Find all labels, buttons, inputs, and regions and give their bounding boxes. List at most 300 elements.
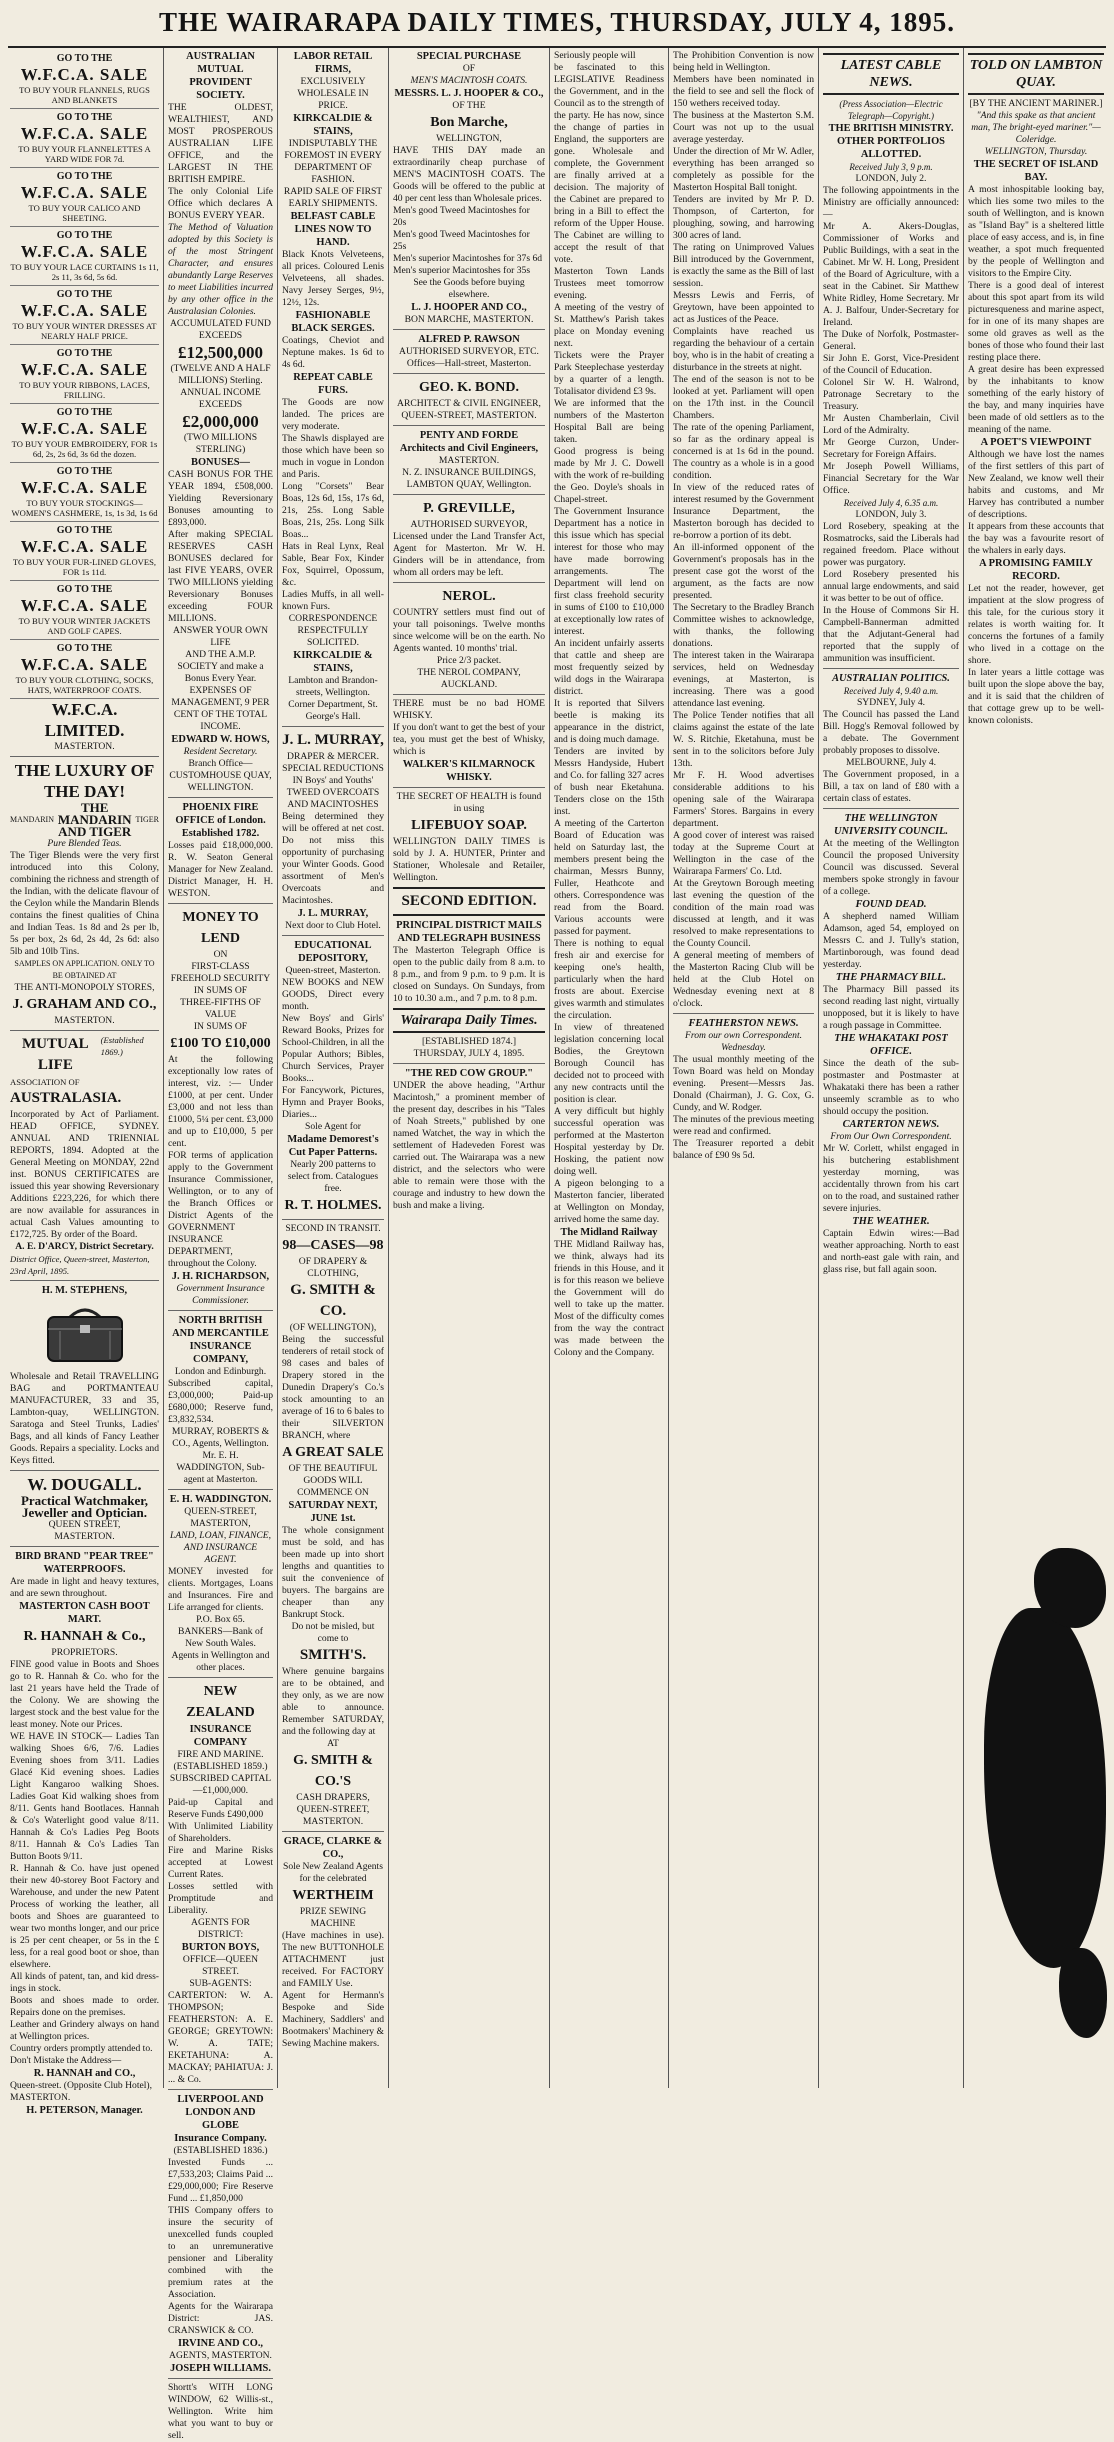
waterproofs-head: BIRD BRAND "PEAR TREE" WATERPROOFS. — [15, 1551, 154, 1575]
smiths: SMITH'S. — [299, 1647, 367, 1663]
london-text: The following appointments in the Ministry are officially announced:— — [823, 185, 959, 220]
murray-roberts: MURRAY, ROBERTS & CO., Agents, Wellington. — [171, 1426, 270, 1449]
business-item: The business at the Masterton S.M. Court was not up to the usual average yesterday. — [673, 110, 814, 145]
tea-store: THE ANTI-MONOPOLY STORES, — [14, 982, 155, 993]
divider — [673, 1013, 814, 1014]
hannah-footer: R. Hannah & Co. have just opened their new 40-storey Boot Factory and Warehouse, and under the new Patent Process of working the leather, all boots and Shoes are guaranteed to wear two months longer, and our price is 25 per cent cheaper, or 5s in the £ less, for a real good boot or shoe, than elsewhere. — [10, 1863, 159, 1970]
saturday: SATURDAY NEXT, JUNE 1st. — [288, 1500, 378, 1524]
geo-name: GEO. K. BOND. — [419, 380, 519, 395]
jlm2-addr: Next door to Club Hotel. — [285, 920, 381, 931]
leader-text: UNDER the above heading, "Arthur Macintosh," a prominent member of the present day, describes in his "Tales of Noah Streets," published by one named Watchet, the way in which the settlement of Hadeveden Forest was carried out. The Wairarapa was a new district, and the selectors who were able to remain were those with the courage and industry to hew down the bush and make a living. — [393, 1080, 545, 1211]
sale-goto: GO TO THE — [56, 584, 113, 595]
sale-ad — [10, 640, 159, 699]
divider — [823, 668, 959, 669]
expenses: EXPENSES OF MANAGEMENT, 9 PER CENT OF THE TOTAL INCOME. — [171, 685, 270, 732]
gsmith2-place: QUEEN-STREET, MASTERTON. — [296, 1804, 370, 1827]
second-transit: SECOND IN TRANSIT. — [285, 1223, 381, 1234]
wdt-title: Wairarapa Daily Times. — [393, 1008, 545, 1033]
featherston-text2: The minutes of the previous meeting were read and confirmed. — [673, 1114, 814, 1137]
graham-town: MASTERTON. — [54, 1015, 115, 1026]
sale-title: W.F.C.A. SALE — [20, 65, 149, 84]
carterton-text: Mr W. Corlett, whilst engaged in his butchering establishment yesterday morning, was accidentally thrown from his cart on to the road, and sustained rather severe injuries. — [823, 1143, 959, 1214]
at: AT — [327, 1738, 339, 1749]
hannah-text: FINE good value in Boots and Shoes go to R. Hannah & Co. who for the last 21 years have held the Trade of the Colony. We are showing the largest stock and the best value for the least money. Note our Prices. — [10, 1659, 159, 1730]
accum-label: ACCUMULATED FUND EXCEEDS — [169, 318, 271, 341]
edu-title: EDUCATIONAL DEPOSITORY, — [294, 940, 372, 964]
geo-office: QUEEN-STREET, MASTERTON. — [401, 410, 537, 421]
sale-title: W.F.C.A. SALE — [20, 124, 149, 143]
lgl-est: (ESTABLISHED 1836.) — [173, 2145, 268, 2156]
sale-title: W.F.C.A. SALE — [20, 183, 149, 202]
edward-title: Resident Secretary. — [183, 746, 258, 757]
opposing-item: An ill-informed opponent of the Government's proposals has in the present case got the worst of the argument, as the facts are now presented. — [673, 542, 814, 601]
sale-sub: TO BUY YOUR CLOTHING, SOCKS, HATS, WATERPROOF COATS. — [15, 675, 154, 695]
richardson-title: Government Insurance Commissioner. — [176, 1283, 265, 1306]
money-range: THREE-FIFTHS OF VALUE — [180, 997, 261, 1020]
phoenix-text: Losses paid £18,000,000. R. W. Seaton General Manager for New Zealand. District Manager, H. H. WESTON. — [168, 840, 273, 899]
wdt-est: [ESTABLISHED 1874.] — [421, 1036, 517, 1047]
ministry-title: THE BRITISH MINISTRY. — [828, 123, 954, 134]
featherston-date: Wednesday. — [721, 1042, 766, 1053]
special-purchase: SPECIAL PURCHASE — [416, 51, 522, 62]
stephens-text: Wholesale and Retail TRAVELLING BAG and PORTMANTEAU MANUFACTURER, 33 and 35, Lambton-quay, WELLINGTON. Saratoga and Steel Trunks, Ladies' Bags, and all kinds of Fancy Leather Goods. Repairs a speciality. Locks and Keys fitted. — [10, 1371, 159, 1466]
tea-banner — [10, 802, 159, 838]
story-text-5: It appears from these accounts that the bay was a favourite resort of the whalers in early days. — [968, 521, 1104, 556]
nz-insurance: NEW ZEALAND — [186, 1684, 255, 1720]
mens-4: Men's superior Macintoshes for 35s — [393, 265, 531, 276]
hooper2-place: BON MARCHE, MASTERTON. — [404, 314, 534, 325]
featherston-title: FEATHERSTON NEWS. — [688, 1018, 799, 1029]
answer2: AND THE A.M.P. SOCIETY and make a Bonus Every Year. — [177, 649, 264, 684]
nerol-place: THE NEROL COMPANY, AUCKLAND. — [417, 667, 521, 690]
featherston-text3: The Treasurer reported a debit balance of £90 9s 5d. — [673, 1138, 814, 1161]
london2-text: Lord Rosebery, speaking at the Rosmatrocks, said the Liberals had regained freedom. Place without power was purgatory. — [823, 521, 959, 568]
sale-ad — [10, 50, 159, 109]
hannah-repair: Boots and shoes made to order. Repairs done on the premises. — [10, 1995, 159, 2018]
hannah-name: R. HANNAH & Co., — [23, 1629, 146, 1644]
edward-name: EDWARD W. HOWS, — [171, 734, 270, 745]
gsmith-place: (OF WELLINGTON), — [289, 1322, 377, 1333]
hannah-addr2: R. HANNAH and CO., — [33, 2068, 136, 2079]
hooper-name: MESSRS. L. J. HOOPER & CO., — [394, 88, 544, 99]
nz-paid: Paid-up Capital and Reserve Funds £490,000 — [168, 1797, 273, 1820]
answer: ANSWER YOUR OWN LIFE — [172, 625, 269, 648]
money-amount: £100 TO £10,000 — [170, 1036, 271, 1051]
po-box: P.O. Box 65. — [196, 1614, 245, 1625]
issue-date: THURSDAY, JULY 4, 1895. — [413, 1048, 525, 1059]
received-2: Received July 4, 6.35 a.m. — [843, 498, 939, 508]
press-note: (Press Association—Electric Telegraph—Copyright.) — [839, 99, 943, 121]
featherston-text: The usual monthly meeting of the Town Board was held on Monday evening. Present—Messrs Jas. Donald (Chairman), J. G. Cox, G. Cundy, and W. Rodger. — [673, 1054, 814, 1113]
great-sub: OF THE BEAUTIFUL GOODS WILL COMMENCE ON — [288, 1463, 378, 1498]
mutual-header — [10, 1034, 159, 1076]
rugs-item: A very difficult but highly successful operation was performed at the Masterton Hospital yesterday by Dr. Hosking, the patient now doing well. — [554, 1106, 664, 1177]
nz-insurance-company: INSURANCE COMPANY — [189, 1724, 252, 1748]
column-2 — [164, 48, 278, 2441]
amp-title: AUSTRALIAN MUTUAL PROVIDENT SOCIETY. — [186, 51, 255, 101]
melbourne-text: The Government proposed, in a Bill, a tax on land of £80 with a certain class of estates. — [823, 769, 959, 804]
whakataki: THE WHAKATAKI POST OFFICE. — [834, 1033, 948, 1057]
muffs-text: Hats in Real Lynx, Real Sable, Bear Fox, Kinder Fox, Squirrel, Opossum, &c. — [282, 541, 384, 588]
nz-capital: SUBSCRIBED CAPITAL—£1,000,000. — [169, 1773, 272, 1796]
richardson-name: J. H. RICHARDSON, — [171, 1271, 270, 1282]
sale-ad — [10, 227, 159, 286]
divider — [393, 329, 545, 330]
story-text-4: Although we have lost the names of the first settlers of this part of New Zealand, we know well their habits and customs, and Mr Harvey has contributed a number of descriptions. — [968, 449, 1104, 520]
hooper-of: OF THE — [452, 100, 486, 111]
patterns: Nearly 200 patterns to select from. Catalogues free. — [287, 1159, 379, 1194]
meeting-item: A meeting of the vestry of St. Matthew's Parish takes place on Monday evening next. — [554, 302, 664, 349]
tickets-item: Tickets were the Prayer Park Steeplechase yesterday by a quarter of a length. Totalisator dividend £3 9s. — [554, 350, 664, 397]
lgl-agents: Agents for the Wairarapa District: JAS. CRANSWICK & CO. — [168, 2301, 273, 2336]
sale-goto: GO TO THE — [56, 348, 113, 359]
sydney: SYDNEY, July 4. — [856, 697, 926, 708]
story-text-1: A most inhospitable looking bay, which lies some two miles to the south of Wellington, and is known as "Island Bay" is a sheltered little place of easy access, and is, in fine weather, a spot much frequented by the people of Wellington and visitors to the Empire City. — [968, 184, 1104, 279]
govt-item: The Government Insurance Department has a notice in this issue which has special interest for those who may have made borrowing arrangements. The Department will lend on first class freehold security in sums of £100 to £10,000 at exceptionally low rates of interest. — [554, 506, 664, 637]
boas-text: Long "Corsets" Bear Boas, 12s 6d, 15s, 17s 6d, 21s, 25s. Long Sable Boas, 21s, 25s. Long Silk Boas... — [282, 481, 384, 540]
sale-goto: GO TO THE — [56, 112, 113, 123]
gsmith-text2: The whole consignment must be sold, and has been made up into short lengths and quantities to suit the convenience of buyers. The bargains are cheaper than any Bankrupt Stock. — [282, 1525, 384, 1620]
sale-title: W.F.C.A. SALE — [20, 301, 149, 320]
featherston-sub: From our own Correspondent. — [684, 1030, 803, 1041]
chronicle-item: A meeting of the Carterton Board of Education was held on Saturday last, the members present being the chairman, Messrs Bunny, Fuller, Heathcote and others. Correspondence was read from the Board. Various accounts were passed for payment. — [554, 818, 664, 937]
rth-name: R. T. HOLMES. — [284, 1198, 382, 1213]
vote-item: We are informed that the numbers of the Masterton Hospital Ball are being taken. — [554, 398, 664, 445]
nz-loss: Losses settled with Promptitude and Liberality. — [168, 1881, 273, 1916]
police-item: The Police Tender notifies that all claims against the estate of the late W. S. Ritchie, Eketahuna, must be sent in to the solicitors before July 13th. — [673, 710, 814, 769]
epigraph: "And this spake as that ancient man, The bright-eyed mariner."—Coleridge. — [971, 110, 1101, 145]
nbm-capital: Subscribed capital, £3,000,000; Paid-up £680,000; Reserve fund, £3,832,534. — [168, 1378, 273, 1425]
phoenix-title: PHOENIX FIRE OFFICE of London. Established 1782. — [175, 802, 266, 839]
doubt: Do not be misled, but come to — [291, 1621, 375, 1644]
mutual-office: District Office, Queen-street, Masterton, 23rd April, 1895. — [10, 1254, 150, 1276]
grace-name: GRACE, CLARKE & CO., — [283, 1836, 383, 1860]
edu-text2: New Boys' and Girls' Reward Books, Prizes for School-Children, in all the Popular Authors; Bibles, Church Services, Prayer Books... — [282, 1013, 384, 1084]
serges-text: Coatings, Cheviot and Neptune makes. 1s 6d to 4s 6d. — [282, 335, 384, 370]
sale-sub: TO BUY YOUR CALICO AND SHEETING. — [28, 203, 141, 223]
hannah-prop: PROPRIETORS. — [51, 1647, 118, 1658]
belfast-text: Black Knots Velveteens, all prices. Coloured Lenis Velveteens, all shades. Navy Jersey Serges, 9½, 12½, 12s. — [282, 249, 384, 308]
serges-title: FASHIONABLE BLACK SERGES. — [291, 310, 375, 334]
story-text-2: There is a good deal of interest about this spot apart from its wild picturesqueness and marine aspect, for in one of its many shapes are some old graves as well as the bones of those who found their last resting place there. — [968, 280, 1104, 363]
nz-fire-marine: FIRE AND MARINE. — [177, 1749, 264, 1760]
parliament-item: The end of the season is not to be looked at yet. Parliament will open on the 17th inst. in the Council Chambers. — [673, 374, 814, 421]
divider — [393, 582, 545, 583]
nerol: NEROL. — [442, 589, 496, 604]
greville-trade: AUTHORISED SURVEYOR, — [410, 519, 528, 530]
sale-title: W.F.C.A. SALE — [20, 596, 149, 615]
london-2: LONDON, July 3. — [855, 509, 927, 520]
carterton-news: CARTERTON NEWS. — [842, 1119, 940, 1130]
travelling-bag-icon — [42, 1303, 128, 1365]
lgl-title: LIVERPOOL AND LONDON AND GLOBE — [177, 2094, 264, 2131]
divider — [168, 2378, 273, 2379]
boot-mart: MASTERTON CASH BOOT MART. — [19, 1601, 150, 1625]
sale-goto: GO TO THE — [56, 466, 113, 477]
masthead — [0, 0, 1114, 46]
divider — [10, 1280, 159, 1281]
dougall-town: MASTERTON. — [54, 1531, 115, 1542]
tenders-item: Tenders are invited by Messrs Handyside, Hubert and Co. for falling 327 acres of bush near Eketahuna. Tenders close on the 15th inst. — [554, 746, 664, 817]
special-text: Being determined they will be offered at net cost. Do not miss this opportunity of purchasing your Winter Goods. Good assortment of Men's Overcoats and Macintoshes. — [282, 811, 384, 906]
sale-title: W.F.C.A. SALE — [20, 655, 149, 674]
waterproofs-text: Are made in light and heavy textures, and are sewn throughout. — [10, 1576, 159, 1599]
wellington-item: In view of threatened legislation concerning local Bodies, the Greytown Borough Council has decided not to proceed with any new contracts until the position is clear. — [554, 1022, 664, 1105]
alfred-name: ALFRED P. RAWSON — [418, 334, 520, 345]
fire-item: Mr F. H. Wood advertises considerable additions to his opening sale of the Wairarapa Farmers' Stores. Bargains in every department. — [673, 770, 814, 829]
dougall-trade: Practical Watchmaker, Jeweller and Optician. — [20, 1493, 149, 1520]
commons-item: In the House of Commons Sir H. Campbell-Bannerman admitted that the Adjutant-General had reported that the supply of ammunition was insufficient. — [823, 605, 959, 664]
branch-office: Branch Office— CUSTOMHOUSE QUAY, WELLINGTON. — [169, 758, 272, 793]
money-terms: At the following exceptionally low rates of interest, viz. :— Under £1000, at per cent. Under £3,000 and not less than £1000, 5¼ per cent. £3,000 and up to £10,000, 5 per cent. — [168, 1054, 273, 1149]
jumbo-item: A pigeon belonging to a Masterton fancier, liberated at Wellington on Monday, arrived home the same day. — [554, 1178, 664, 1225]
weather-text: Captain Edwin wires:—Bad weather approaching. North to east and north-east gale with rain, and glass rise, but fall again soon. — [823, 1228, 959, 1275]
edu-agent: Sole Agent for — [305, 1121, 361, 1132]
joseph-williams: JOSEPH WILLIAMS. — [170, 2363, 271, 2374]
austen-item: Mr Austen Chamberlain, Civil Lord of the Admiralty. — [823, 413, 959, 436]
hooper2-name: L. J. HOOPER AND CO., — [411, 302, 527, 313]
amp-misc: After making SPECIAL RESERVES CASH BONUSES declared for last FIVE YEARS, OVER TWO MILLIONS yielding Reversionary Bonuses exceeding FOUR MILLIONS. — [168, 529, 273, 624]
divider — [10, 1470, 159, 1471]
demorest: Madame Demorest's Cut Paper Patterns. — [287, 1134, 379, 1158]
divider — [168, 1310, 273, 1311]
column-6 — [669, 48, 819, 2088]
mens-2: Men's good Tweed Macintoshes for 25s — [393, 229, 530, 252]
divider — [393, 494, 545, 495]
amp-text3: The Method of Valuation adopted by this Society is of the most Stringent Character, and ensures abundantly Large Reserves to meet Liabilities incurred by any other office in the Australasian Colonies. — [168, 222, 273, 317]
carterton-sub: From Our Own Correspondent. — [830, 1131, 952, 1142]
gsmith-name: G. SMITH & CO. — [290, 1282, 376, 1319]
sale-title: W.F.C.A. SALE — [20, 537, 149, 556]
amp-text: THE OLDEST, WEALTHIEST, AND MOST PROSPEROUS AUSTRALIAN LIFE OFFICE, and the LARGEST IN THE BRITISH EMPIRE. — [168, 102, 273, 185]
sale-sub: TO BUY YOUR FLANNELS, RUGS AND BLANKETS — [19, 85, 150, 105]
special-reductions: SPECIAL REDUCTIONS IN Boys' and Youths' TWEED OVERCOATS AND MACINTOSHES — [282, 763, 384, 810]
tea-apply: SAMPLES ON APPLICATION. ONLY TO BE OBTAINED AT — [14, 959, 155, 980]
sale-sub: TO BUY YOUR EMBROIDERY, FOR 1s 6d, 2s, 2s 6d, 3s 6d the dozen. — [11, 439, 158, 459]
wertheim-sub: PRIZE SEWING MACHINE — [299, 1906, 367, 1929]
wfca-sales — [10, 50, 159, 699]
kirk-name: KIRKCALDIE & STAINS, — [293, 113, 373, 137]
divider — [168, 797, 273, 798]
mandarin-label: MANDARIN — [10, 815, 54, 824]
ehw-line: LAND, LOAN, FINANCE, AND INSURANCE AGENT. — [169, 1530, 271, 1565]
sydney-text: The Council has passed the Land Bill. Hogg's Removal followed by a debate. The Government probably proposes to dissolve. — [823, 709, 959, 756]
nz-unlimited: With Unlimited Liability of Shareholders. — [168, 1821, 273, 1844]
prohibition-item: The Prohibition Convention is now being held in Wellington. — [673, 50, 814, 73]
sale-sub: TO BUY YOUR STOCKINGS—WOMEN'S CASHMERE, 1s, 1s 3d, 1s 6d — [11, 498, 158, 518]
sub-family: A PROMISING FAMILY RECORD. — [979, 558, 1093, 582]
gsmith2-name: G. SMITH & CO.'S — [293, 1753, 373, 1789]
amp-text2: The only Colonial Life Office which declares A BONUS EVERY YEAR. — [168, 186, 273, 221]
rapid-sale: RAPID SALE OF FIRST EARLY SHIPMENTS. — [283, 186, 383, 209]
sale-goto: GO TO THE — [56, 230, 113, 241]
labor-sub: EXCLUSIVELY WHOLESALE IN PRICE. — [297, 76, 369, 111]
sale-ad — [10, 168, 159, 227]
divider — [10, 1030, 159, 1031]
nz-est: (ESTABLISHED 1859.) — [173, 1761, 268, 1772]
walrond-item: Colonel Sir W. H. Walrond, Patronage Secretary to the Treasury. — [823, 377, 959, 412]
column-3 — [278, 48, 389, 2088]
home-whisky: THERE must be no bad HOME WHISKY. — [393, 698, 545, 721]
wellington-univ: THE WELLINGTON UNIVERSITY COUNCIL. — [834, 813, 948, 837]
interest-item: The interest taken in the Wairarapa services, held on Wednesday evenings, at Masterton, is increasing. There was a good attendance last evening. — [673, 650, 814, 709]
sale-ad — [10, 522, 159, 581]
column-4 — [389, 48, 550, 2088]
powell-item: Mr Joseph Powell Williams, Financial Secretary for the War Office. — [823, 461, 959, 496]
ink-damage — [984, 1608, 1106, 1968]
principal-text: The Masterton Telegraph Office is open to the public daily from 8 a.m. to 8 p.m., and from 9 p.m. to 9 p.m. It is closed on Sundays. On Sundays, from 10 to 10.30 a.m., and 7 p.m. to 8 p.m. — [393, 945, 545, 1004]
home-text: If you don't want to get the best of your tea, you must get the best of Whisky, which is — [393, 722, 545, 757]
ladies-text: Ladies Muffs, in all well-known Furs. — [282, 589, 384, 612]
divider — [282, 726, 384, 727]
sale-ad — [10, 463, 159, 522]
sale-ad — [10, 404, 159, 463]
sale-goto: GO TO THE — [56, 289, 113, 300]
page-title: THE WAIRARAPA DAILY TIMES, THURSDAY, JULY 4, 1895. — [159, 7, 955, 37]
melbourne: MELBOURNE, July 4. — [845, 757, 937, 768]
money-title: MONEY TO LEND — [182, 910, 259, 946]
principal-mails: PRINCIPAL DISTRICT MAILS AND TELEGRAPH BUSINESS — [396, 920, 542, 944]
secret-health: THE SECRET OF HEALTH is found in using — [396, 791, 542, 814]
sub-agents: SUB-AGENTS: — [189, 1978, 252, 1989]
sale-title: W.F.C.A. SALE — [20, 360, 149, 379]
complaints-item: Complaints have reached us regarding the behaviour of a certain boy, who is in the habit of creating a disturbance in the streets at night. — [673, 326, 814, 373]
ehw-place: QUEEN-STREET, MASTERTON, — [184, 1506, 257, 1529]
hannah-manager: H. PETERSON, Manager. — [26, 2105, 143, 2116]
divider — [282, 1219, 384, 1220]
lgl-funds: Invested Funds ... £7,533,203; Claims Paid ... £29,000,000; Fire Reserve Fund ... £1,850,000 — [168, 2157, 273, 2204]
penty-office: N. Z. INSURANCE BUILDINGS, LAMBTON QUAY, Wellington. — [402, 467, 536, 490]
dougall-street: QUEEN STREET, — [48, 1519, 121, 1530]
greytown-item: A good cover of interest was raised today at the Supreme Court at Wellington in the case of the Wairarapa Farmers' Co. Ltd. — [673, 830, 814, 877]
story-text-6: Let not the reader, however, get impatient at the slow progress of this tale, for the curious story it relates is worth waiting for. It concerns the fortunes of a family who lived in a cottage on the shore. — [968, 583, 1104, 666]
divider — [823, 808, 959, 809]
divider — [393, 373, 545, 374]
alfred-office: Offices—Hall-street, Masterton. — [406, 358, 532, 369]
dog-item: An incident unfairly asserts that cattle and sheep are most frequently seized by wild dogs in the Wairarapa district. — [554, 638, 664, 697]
divider — [168, 1489, 273, 1490]
divider — [282, 935, 384, 936]
nerol-text: COUNTRY settlers must find out of your tall poisonings. Twelve months since welcome will be on the earth. No Agents wanted. 10 months' trial. — [393, 607, 545, 654]
tea-title: THE MANDARIN AND TIGER — [57, 800, 132, 839]
found-dead: FOUND DEAD. — [855, 899, 927, 910]
bon-text: HAVE THIS DAY made an extraordinarily cheap purchase of MEN'S MACINTOSH COATS. The Goods will be offered to the public at 40 per cent less than Wholesale prices. — [393, 145, 545, 204]
bonus-text: CASH BONUS FOR THE YEAR 1894, £508,000. Yielding Reversionary Bonuses amounting to £893,000. — [168, 469, 273, 528]
alfred-trade: AUTHORISED SURVEYOR, ETC. — [399, 346, 539, 357]
whakataki-text: Since the death of the sub-postmaster and Postmaster at Whakataki there has been a rather unseemly scramble as to who should occupy the position. — [823, 1058, 959, 1117]
kirk2-place: Lambton and Brandon-streets, Wellington. — [288, 675, 378, 698]
penty-name: PENTY AND FORDE — [419, 430, 519, 441]
people-head: Seriously people will — [554, 50, 636, 61]
lgl-company: Insurance Company. — [174, 2133, 267, 2144]
ehw-text: MONEY invested for clients. Mortgages, Loans and Insurances. Fire and Life arranged for clients. — [168, 1566, 273, 1613]
mutual-text: Incorporated by Act of Parliament. HEAD OFFICE, SYDNEY. ANNUAL AND TRIENNIAL REPORTS, 1894. Adopted at the General Meeting on MONDAY, 22nd inst. BONUS CERTIFICATES are issued this year showing Reversionary Additions £223,226, for which there are now available for assurances in actual Cash Values amounting to £172,725. By order of the Board. — [10, 1109, 159, 1240]
sale-ad — [10, 109, 159, 168]
belfast-title: BELFAST CABLE LINES NOW TO HAND. — [290, 211, 376, 248]
mens-3: Men's superior Macintoshes for 37s 6d — [393, 253, 543, 264]
see-goods: See the Goods before buying elsewhere. — [413, 277, 525, 300]
jlm-name: J. L. MURRAY, — [282, 732, 384, 748]
sub-agent-list: CARTERTON: W. A. THOMPSON; FEATHERSTON: A. E. GEORGE; GREYTOWN: W. A. TATE; EKETAHUNA: A. MACKAY; PAHIATUA: J. ... & Co. — [168, 1990, 273, 2085]
lifebuoy-text: WELLINGTON DAILY TIMES is sold by J. A. HUNTER, Printer and Stationer, Wholesale and Retailer, Wellington. — [393, 836, 545, 883]
tiger-label: TIGER — [135, 815, 159, 824]
penty-trade: Architects and Civil Engineers, — [399, 443, 539, 454]
money-text: FIRST-CLASS FREEHOLD SECURITY — [170, 961, 271, 984]
great-sale: A GREAT SALE — [282, 1445, 384, 1460]
greville-name: P. GREVILLE, — [423, 501, 515, 516]
sale-sub: TO BUY YOUR FUR-LINED GLOVES, FOR 1s 11d. — [12, 557, 157, 577]
byline: [BY THE ANCIENT MARINER.] — [969, 98, 1103, 109]
divider — [168, 2089, 273, 2090]
jlm2-name: J. L. MURRAY, — [297, 908, 369, 919]
midland-text: THE Midland Railway has, we think, always had its friends in this House, and it is for this reason we believe the Government will do well to take up the matter. Most of the difficulty comes from the way the contract was made between the Colony and the Company. — [554, 1239, 664, 1358]
midland-title: The Midland Railway — [560, 1227, 658, 1238]
sale-title: W.F.C.A. SALE — [20, 478, 149, 497]
new-sale-item: At the Greytown Borough meeting last evening the question of the condition of the main road was discussed at length, and it was resolved to make representations to the County Council. — [673, 878, 814, 949]
story-text-7: In later years a little cottage was built upon the slope above the bay, and it is said that the children of that cottage grew up to be well-known colonists. — [968, 667, 1104, 726]
sale-goto: GO TO THE — [56, 53, 113, 64]
rosebery-item: Lord Rosebery presented his annual large endowments, and said it was better to be out of office. — [823, 569, 959, 604]
divider — [10, 1546, 159, 1547]
dateline: WELLINGTON, Thursday. — [984, 146, 1088, 157]
columns — [6, 48, 1108, 2441]
sale-ad — [10, 286, 159, 345]
shearers-item: Members have been nominated in the field to see and sell the flock of 150 wethers received today. — [673, 74, 814, 109]
kirk-text: INDISPUTABLY THE FOREMOST IN EVERY DEPARTMENT OF FASHION. — [284, 138, 382, 185]
sheep-item: It is reported that Silvers beetle is making its appearance in the district, and is doing much damage. — [554, 698, 664, 745]
sub-poet: A POET'S VIEWPOINT — [980, 437, 1092, 448]
aus-politics: AUSTRALIAN POLITICS. — [832, 673, 950, 684]
gsmith2-sub: CASH DRAPERS, — [296, 1792, 370, 1803]
duke-item: The Duke of Norfolk, Postmaster-General. — [823, 329, 959, 352]
grace-agent: Sole New Zealand Agents for the celebrated — [283, 1861, 383, 1884]
lgl-text: THIS Company offers to insure the security of unexcelled funds coupled to an unremunerative pensioner and Liberality combined with the premium rates at the Association. — [168, 2205, 273, 2300]
sale-sub: TO BUY YOUR FLANNELETTES A YARD WIDE FOR 7d. — [18, 144, 151, 164]
divider — [393, 694, 545, 695]
wfca-town: MASTERTON. — [54, 741, 115, 752]
agents: Agents in Wellington and other places. — [171, 1650, 270, 1673]
irvine-name: IRVINE AND CO., — [177, 2338, 264, 2349]
jlm-trade: DRAPER & MERCER. — [287, 751, 379, 762]
gsmith-text: Being the successful tenderers of retail stock of 98 cases and bales of Drapery stored in the Dunedin Drapery's Co.'s stock amounting to an average of 16 to 6 bales to their SILVERTON BRANCH, where — [282, 1334, 384, 1441]
kirk2-opp: Corner Department, St. George's Hall. — [288, 699, 378, 722]
divider — [168, 903, 273, 904]
aus-received: Received July 4, 9.40 a.m. — [843, 686, 939, 696]
sale-title: W.F.C.A. SALE — [20, 419, 149, 438]
mutual-sub: ASSOCIATION OF — [10, 1077, 80, 1087]
nz-fire: Fire and Marine Risks accepted at Lowest Current Rates. — [168, 1845, 273, 1880]
nbm-title: NORTH BRITISH AND MERCANTILE INSURANCE COMPANY, — [172, 1315, 269, 1365]
money-in: IN SUMS OF — [193, 985, 248, 996]
lifebuoy: LIFEBUOY SOAP. — [411, 818, 527, 833]
told-title: TOLD ON LAMBTON QUAY. — [968, 53, 1104, 95]
income-label: ANNUAL INCOME EXCEEDS — [180, 387, 261, 410]
other-portfolios: OTHER PORTFOLIOS ALLOTTED. — [837, 136, 945, 160]
edu-text: NEW BOOKS and NEW GOODS, Direct every month. — [282, 977, 384, 1012]
burton-boys: BURTON BOYS, — [181, 1942, 260, 1953]
secretary-item: The Secretary to the Bradley Branch Committee wishes to acknowledge, with thanks, the following donations. — [673, 602, 814, 649]
wfca-limited: W.F.C.A. LIMITED. — [44, 700, 125, 740]
nerol-price: Price 2/3 packet. — [436, 655, 502, 666]
geo-trade: ARCHITECT & CIVIL ENGINEER, — [397, 398, 541, 409]
sale-ad — [10, 581, 159, 640]
kirk2-name: KIRKCALDIE & STAINS, — [293, 650, 373, 674]
wertheim: WERTHEIM — [292, 1888, 374, 1903]
sale-goto: GO TO THE — [56, 525, 113, 536]
dougall-name: W. DOUGALL. — [27, 1475, 142, 1494]
sale-sub: TO BUY YOUR LACE CURTAINS 1s 11, 2s 11, 3s 6d, 5s 6d. — [10, 262, 159, 282]
ink-damage — [1059, 1948, 1107, 2038]
